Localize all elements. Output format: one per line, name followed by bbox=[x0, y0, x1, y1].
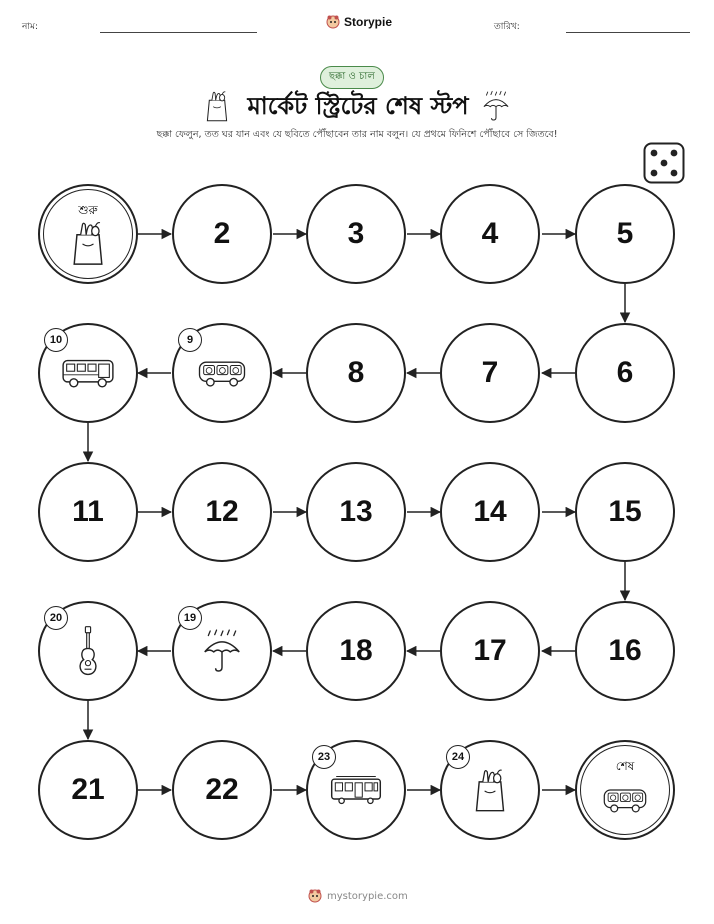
board-cell-8[interactable] bbox=[306, 323, 406, 423]
instructions-text: ছক্কা ফেলুন, তত ঘর যান এবং যে ছবিতে পৌঁছাবেন তার নাম বলুন। যে প্রথমে ফিনিশে পৌঁছাবে সে জিতবে! bbox=[156, 129, 558, 140]
animal-bus-icon bbox=[197, 358, 247, 388]
board-cell-14[interactable] bbox=[440, 462, 540, 562]
board-cell-4[interactable] bbox=[440, 184, 540, 284]
cell-number: 3 bbox=[347, 217, 365, 250]
grocery-bag-icon bbox=[69, 220, 107, 266]
cell-number-tag: 19 bbox=[178, 606, 202, 630]
brand-name: Storypie bbox=[344, 15, 393, 29]
board-cell-17[interactable] bbox=[440, 601, 540, 701]
cell-number: 12 bbox=[205, 495, 239, 528]
board-cell-finish[interactable] bbox=[575, 740, 675, 840]
cell-number: 4 bbox=[481, 217, 499, 250]
cell-number: 7 bbox=[481, 356, 499, 389]
cell-number: 11 bbox=[72, 495, 104, 528]
cell-number-tag: 23 bbox=[312, 745, 336, 769]
cell-number: 13 bbox=[339, 495, 373, 528]
cell-number-tag: 10 bbox=[44, 328, 68, 352]
cell-number-tag: 20 bbox=[44, 606, 68, 630]
cell-number-tag: 9 bbox=[178, 328, 202, 352]
cell-number: 22 bbox=[205, 773, 239, 806]
cell-number: 17 bbox=[473, 634, 507, 667]
board-cell-5[interactable] bbox=[575, 184, 675, 284]
board-cell-13[interactable] bbox=[306, 462, 406, 562]
animal-bus-icon bbox=[602, 786, 648, 814]
board-cell-2[interactable] bbox=[172, 184, 272, 284]
board-cell-15[interactable] bbox=[575, 462, 675, 562]
board-cell-11[interactable] bbox=[38, 462, 138, 562]
cell-number: 6 bbox=[616, 356, 634, 389]
cell-number: 5 bbox=[616, 217, 634, 250]
cell-number: 2 bbox=[213, 217, 231, 250]
rain-umbrella-icon bbox=[202, 628, 242, 674]
cell-number-tag: 24 bbox=[446, 745, 470, 769]
cell-number: 21 bbox=[71, 773, 105, 806]
cell-number: 14 bbox=[473, 495, 507, 528]
board-cell-6[interactable] bbox=[575, 323, 675, 423]
grocery-bag-icon bbox=[472, 767, 508, 813]
storypie-mascot-icon bbox=[308, 888, 322, 904]
footer-site[interactable]: mystorypie.com bbox=[327, 890, 408, 902]
finish-label: শেষ bbox=[615, 759, 635, 773]
cell-number: 15 bbox=[608, 495, 642, 528]
cell-number: 8 bbox=[347, 356, 365, 389]
name-label: নাম: bbox=[22, 22, 39, 32]
board-cell-3[interactable] bbox=[306, 184, 406, 284]
board-cell-12[interactable] bbox=[172, 462, 272, 562]
cell-number: 18 bbox=[339, 634, 373, 667]
footer bbox=[308, 888, 408, 904]
start-label: শুরু bbox=[78, 203, 98, 217]
page-title: মার্কেট স্ট্রিটের শেষ স্টপ bbox=[247, 92, 469, 120]
board-cell-21[interactable] bbox=[38, 740, 138, 840]
board-cell-22[interactable] bbox=[172, 740, 272, 840]
date-label: তারিখ: bbox=[494, 22, 520, 32]
board-cell-16[interactable] bbox=[575, 601, 675, 701]
game-type-badge: ছক্কা ও চাল bbox=[320, 66, 384, 89]
bus-icon bbox=[61, 357, 115, 389]
board-cell-18[interactable] bbox=[306, 601, 406, 701]
board-cell-7[interactable] bbox=[440, 323, 540, 423]
tram-icon bbox=[329, 774, 383, 806]
cell-number: 16 bbox=[608, 634, 642, 667]
board-cell-start[interactable] bbox=[38, 184, 138, 284]
guitar-icon bbox=[75, 625, 101, 677]
